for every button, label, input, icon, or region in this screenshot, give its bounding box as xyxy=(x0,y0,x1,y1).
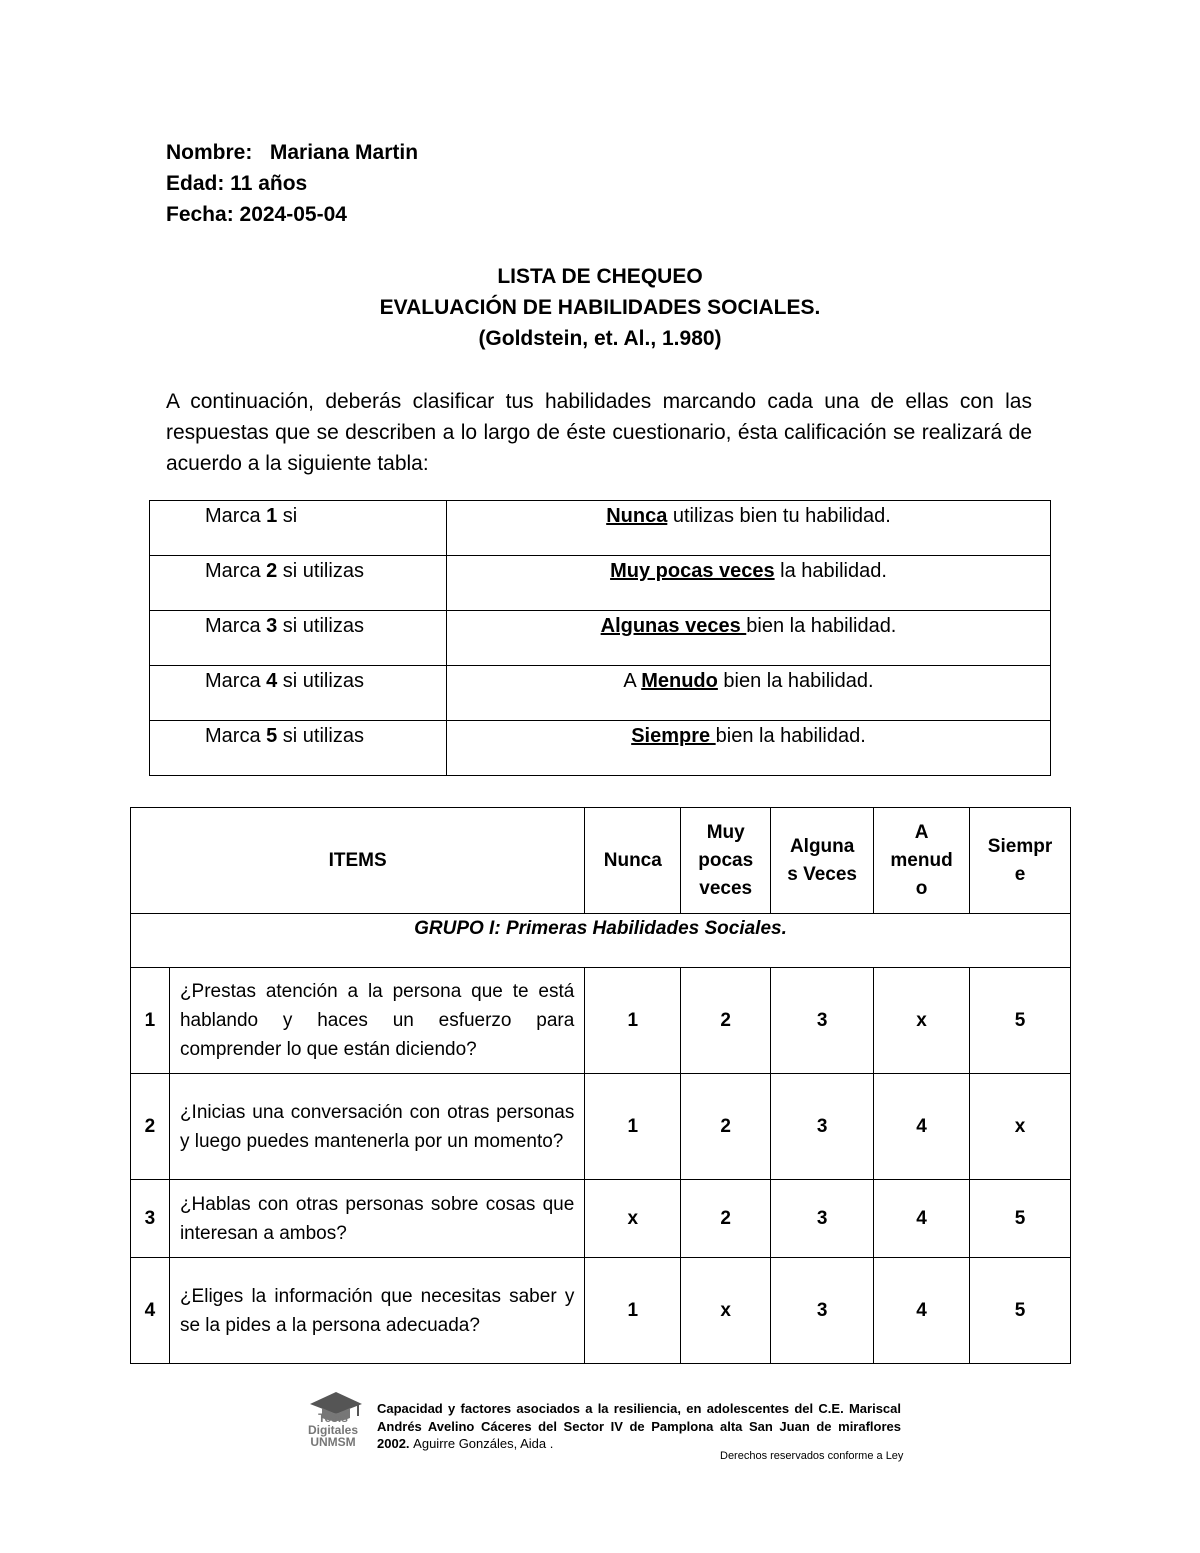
header-items: ITEMS xyxy=(131,808,585,914)
header-algunas-veces: Alguna s Veces xyxy=(771,808,874,914)
answer-cell[interactable]: 3 xyxy=(771,1074,874,1180)
logo-line-2: Digitales xyxy=(307,1423,358,1437)
answer-cell[interactable]: 1 xyxy=(585,1258,681,1364)
name-value: Mariana Martin xyxy=(269,141,419,164)
answer-cell[interactable]: 5 xyxy=(970,1258,1071,1364)
legend-row xyxy=(150,666,1051,721)
footer-citation: Capacidad y factores asociados a la resiliencia, en adolescentes del C.E. Mariscal Andrés Avelino Cáceres del Sector IV de Pamplona alta San Juan de miraflores 2002. Aguirre Gonzáles, Aida . xyxy=(377,1401,901,1451)
item-number: 4 xyxy=(131,1258,170,1364)
legend-meaning-cell: A Menudo bien la habilidad. xyxy=(447,666,1051,721)
items-table xyxy=(130,807,1071,1364)
legend-row xyxy=(150,501,1051,556)
answer-cell[interactable]: x xyxy=(681,1258,771,1364)
answer-cell[interactable]: 2 xyxy=(681,1074,771,1180)
logo-line-3: UNMSM xyxy=(310,1435,356,1449)
items-header-row xyxy=(131,808,1071,914)
footer-rights: Derechos reservados conforme a Ley xyxy=(720,1450,904,1462)
doc-title-3: (Goldstein, et. Al., 1.980) xyxy=(478,327,722,350)
item-number: 3 xyxy=(131,1180,170,1258)
group-row xyxy=(131,914,1071,968)
student-name-line xyxy=(166,141,418,165)
answer-cell[interactable]: 1 xyxy=(585,968,681,1074)
header-muy-pocas-veces: Muy pocas veces xyxy=(681,808,771,914)
legend-meaning-cell: Nunca utilizas bien tu habilidad. xyxy=(447,501,1051,556)
legend-meaning-cell: Siempre bien la habilidad. xyxy=(447,721,1051,776)
legend-meaning-cell: Algunas veces bien la habilidad. xyxy=(447,611,1051,666)
table-row xyxy=(131,1258,1071,1364)
legend-row xyxy=(150,611,1051,666)
header-nunca: Nunca xyxy=(585,808,681,914)
logo-line-1: Tesis xyxy=(318,1411,348,1425)
legend-row xyxy=(150,721,1051,776)
footer-author: Aguirre Gonzáles, Aida . xyxy=(413,1436,554,1451)
answer-cell[interactable]: 3 xyxy=(771,1180,874,1258)
answer-cell[interactable]: 2 xyxy=(681,968,771,1074)
legend-row xyxy=(150,556,1051,611)
answer-cell[interactable]: 4 xyxy=(874,1258,970,1364)
legend-mark-cell: Marca 2 si utilizas xyxy=(150,556,447,611)
header-a-menudo: A menud o xyxy=(874,808,970,914)
legend-mark-cell: Marca 5 si utilizas xyxy=(150,721,447,776)
answer-cell[interactable]: 5 xyxy=(970,968,1071,1074)
table-row xyxy=(131,968,1071,1074)
table-row xyxy=(131,1180,1071,1258)
item-question: ¿Inicias una conversación con otras personas y luego puedes mantenerla por un momento? xyxy=(169,1074,584,1180)
doc-title-2: EVALUACIÓN DE HABILIDADES SOCIALES. xyxy=(379,296,821,319)
intro-paragraph: A continuación, deberás clasificar tus habilidades marcando cada una de ellas con las respuestas que se describen a lo largo de éste cuestionario, ésta calificación se realizará de acuerdo a la siguiente tabla: xyxy=(166,390,1032,475)
answer-cell[interactable]: x xyxy=(970,1074,1071,1180)
answer-cell[interactable]: 5 xyxy=(970,1180,1071,1258)
header-siempre: Siempr e xyxy=(970,808,1071,914)
group-title: GRUPO I: Primeras Habilidades Sociales. xyxy=(131,914,1071,968)
doc-title-1: LISTA DE CHEQUEO xyxy=(497,265,703,288)
item-question: ¿Prestas atención a la persona que te está hablando y haces un esfuerzo para comprender lo que están diciendo? xyxy=(169,968,584,1074)
student-date-line: Fecha: 2024-05-04 xyxy=(166,203,347,226)
answer-cell[interactable]: x xyxy=(585,1180,681,1258)
answer-cell[interactable]: 4 xyxy=(874,1180,970,1258)
item-number: 2 xyxy=(131,1074,170,1180)
answer-cell[interactable]: 2 xyxy=(681,1180,771,1258)
answer-cell[interactable]: x xyxy=(874,968,970,1074)
item-number: 1 xyxy=(131,968,170,1074)
legend-mark-cell: Marca 3 si utilizas xyxy=(150,611,447,666)
answer-cell[interactable]: 3 xyxy=(771,968,874,1074)
unmsm-logo xyxy=(300,1388,370,1459)
answer-cell[interactable]: 3 xyxy=(771,1258,874,1364)
rating-legend-table xyxy=(149,500,1051,776)
student-age-line: Edad: 11 años xyxy=(166,172,308,195)
item-question: ¿Eliges la información que necesitas saber y se la pides a la persona adecuada? xyxy=(169,1258,584,1364)
name-label: Nombre: xyxy=(166,141,253,164)
legend-mark-cell: Marca 1 si xyxy=(150,501,447,556)
table-row xyxy=(131,1074,1071,1180)
item-question: ¿Hablas con otras personas sobre cosas que interesan a ambos? xyxy=(169,1180,584,1258)
answer-cell[interactable]: 4 xyxy=(874,1074,970,1180)
legend-mark-cell: Marca 4 si utilizas xyxy=(150,666,447,721)
answer-cell[interactable]: 1 xyxy=(585,1074,681,1180)
legend-meaning-cell: Muy pocas veces la habilidad. xyxy=(447,556,1051,611)
